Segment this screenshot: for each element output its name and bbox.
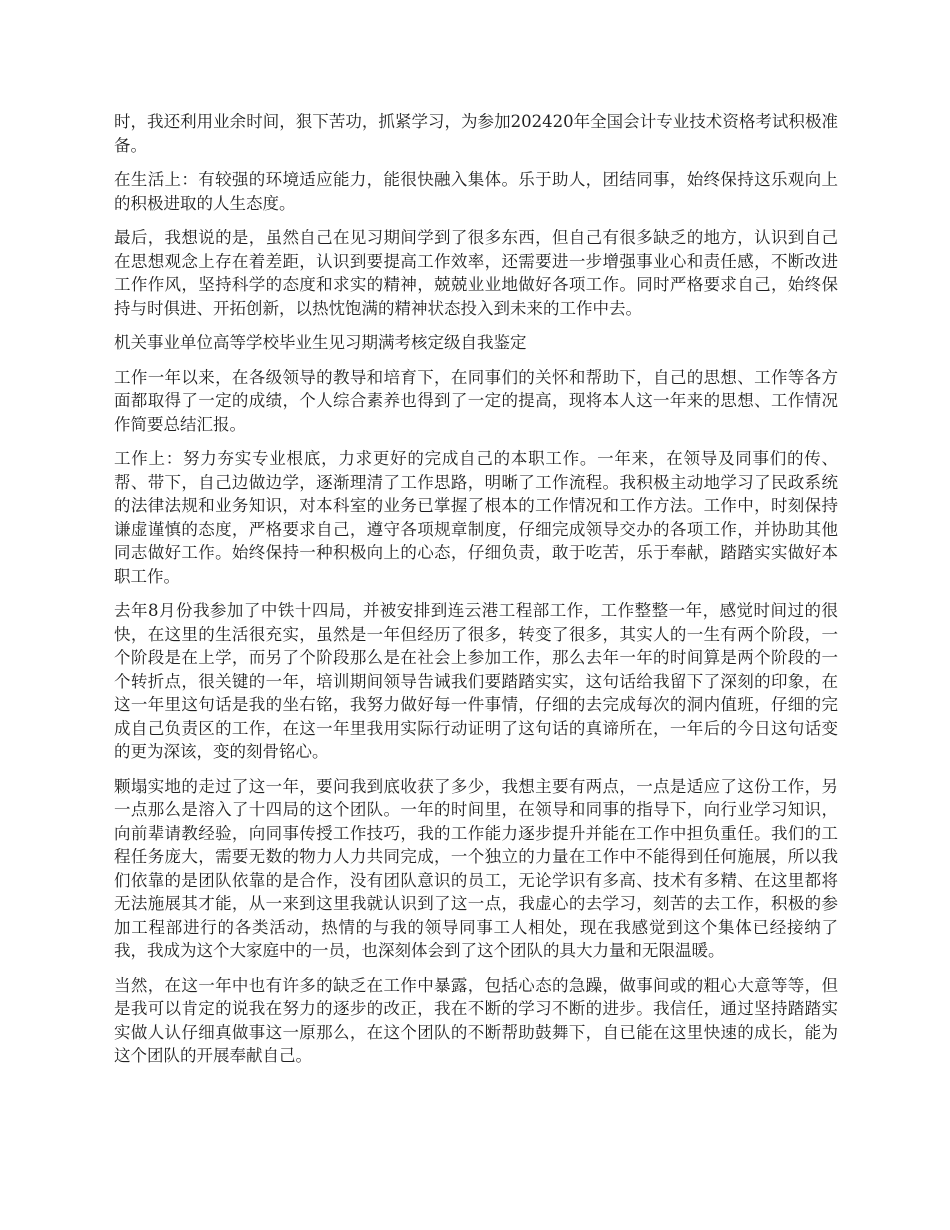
paragraph-7: 去年8月份我参加了中铁十四局，并被安排到连云港工程部工作，工作整整一年，感觉时间过的很快，在这里的生活很充实，虽然是一年但经历了很多，转变了很多，其实人的一生有两个阶段，一个阶段是在上学，而另了个阶段那么是在社会上参加工作，那么去年一年的时间算是两个阶段的一个转折点，很关键的一年，培训期间领导告诫我们要踏踏实实，这句话给我留下了深刻的印象，在这一年里这句话是我的坐右铭，我努力做好每一件事情，仔细的去完成每次的洞内值班，仔细的完成自己负责区的工作，在这一年里我用实际行动证明了这句话的真谛所在，一年后的今日这句话变的更为深该，变的刻骨铭心。 — [114, 601, 838, 761]
paragraph-6: 工作上：努力夯实专业根底，力求更好的完成自己的本职工作。一年来，在领导及同事们的传、帮、带下，自己边做边学，逐渐理清了工作思路，明晰了工作流程。我积极主动地学习了民政系统的法律法规和业务知识，对本科室的业务已掌握了根本的工作情况和工作方法。工作中，时刻保持谦虚谨慎的态度，严格要求自己，遵守各项规章制度，仔细完成领导交办的各项工作，并协助其他同志做好工作。始终保持一种积极向上的心态，仔细负责，敢于吃苦，乐于奉献，踏踏实实做好本职工作。 — [114, 449, 838, 586]
paragraph-9: 当然，在这一年中也有许多的缺乏在工作中暴露，包括心态的急躁，做事间或的粗心大意等等，但是我可以肯定的说我在努力的逐步的改正，我在不断的学习不断的进步。我信任，通过坚持踏踏实实做人认仔细真做事这一原那么，在这个团队的不断帮助鼓舞下，自已能在这里快速的成长，能为这个团队的开展奉献自己。 — [114, 975, 838, 1065]
section-heading: 机关事业单位高等学校毕业生见习期满考核定级自我鉴定 — [114, 333, 527, 352]
paragraph-3: 最后，我想说的是，虽然自己在见习期间学到了很多东西，但自己有很多缺乏的地方，认识到自己在思想观念上存在着差距，认识到要提高工作效率，还需要进一步增强事业心和责任感，不断改进工作作风，坚持科学的态度和求实的精神，兢兢业业地做好各项工作。同时严格要求自己，始终保持与时俱进、开拓创新，以热忱饱满的精神状态投入到未来的工作中去。 — [114, 228, 838, 318]
paragraph-5: 工作一年以来，在各级领导的教导和培育下，在同事们的关怀和帮助下，自己的思想、工作等各方面都取得了一定的成绩，个人综合素养也得到了一定的提高，现将本人这一年来的思想、工作情况作简要总结汇报。 — [114, 367, 838, 434]
paragraph-8: 颗塌实地的走过了这一年，要问我到底收获了多少，我想主要有两点，一点是适应了这份工作，另一点那么是溶入了十四局的这个团队。一年的时间里，在领导和同事的指导下，向行业学习知识，向前辈请教经验，向同事传授工作技巧，我的工作能力逐步提升并能在工作中担负重任。我们的工程任务庞大，需要无数的物力人力共同完成，一个独立的力量在工作中不能得到任何施展，所以我们依靠的是团队依靠的是合作，没有团队意识的员工，无论学识有多高、技术有多精、在这里都将无法施展其才能，从一来到这里我就认识到了这一点，我虚心的去学习，刻苦的去工作，积极的参加工程部进行的各类活动，热情的与我的领导同事工人相处，现在我感觉到这个集体已经接纳了我，我成为这个大家庭中的一员，也深刻体会到了这个团队的具大力量和无限温暖。 — [114, 776, 838, 960]
paragraph-1: 时，我还利用业余时间，狠下苦功，抓紧学习，为参加202420年全国会计专业技术资格考试积极准备。 — [114, 112, 838, 155]
paragraph-2: 在生活上：有较强的环境适应能力，能很快融入集体。乐于助人，团结同事，始终保持这乐观向上的积极进取的人生态度。 — [114, 170, 838, 213]
